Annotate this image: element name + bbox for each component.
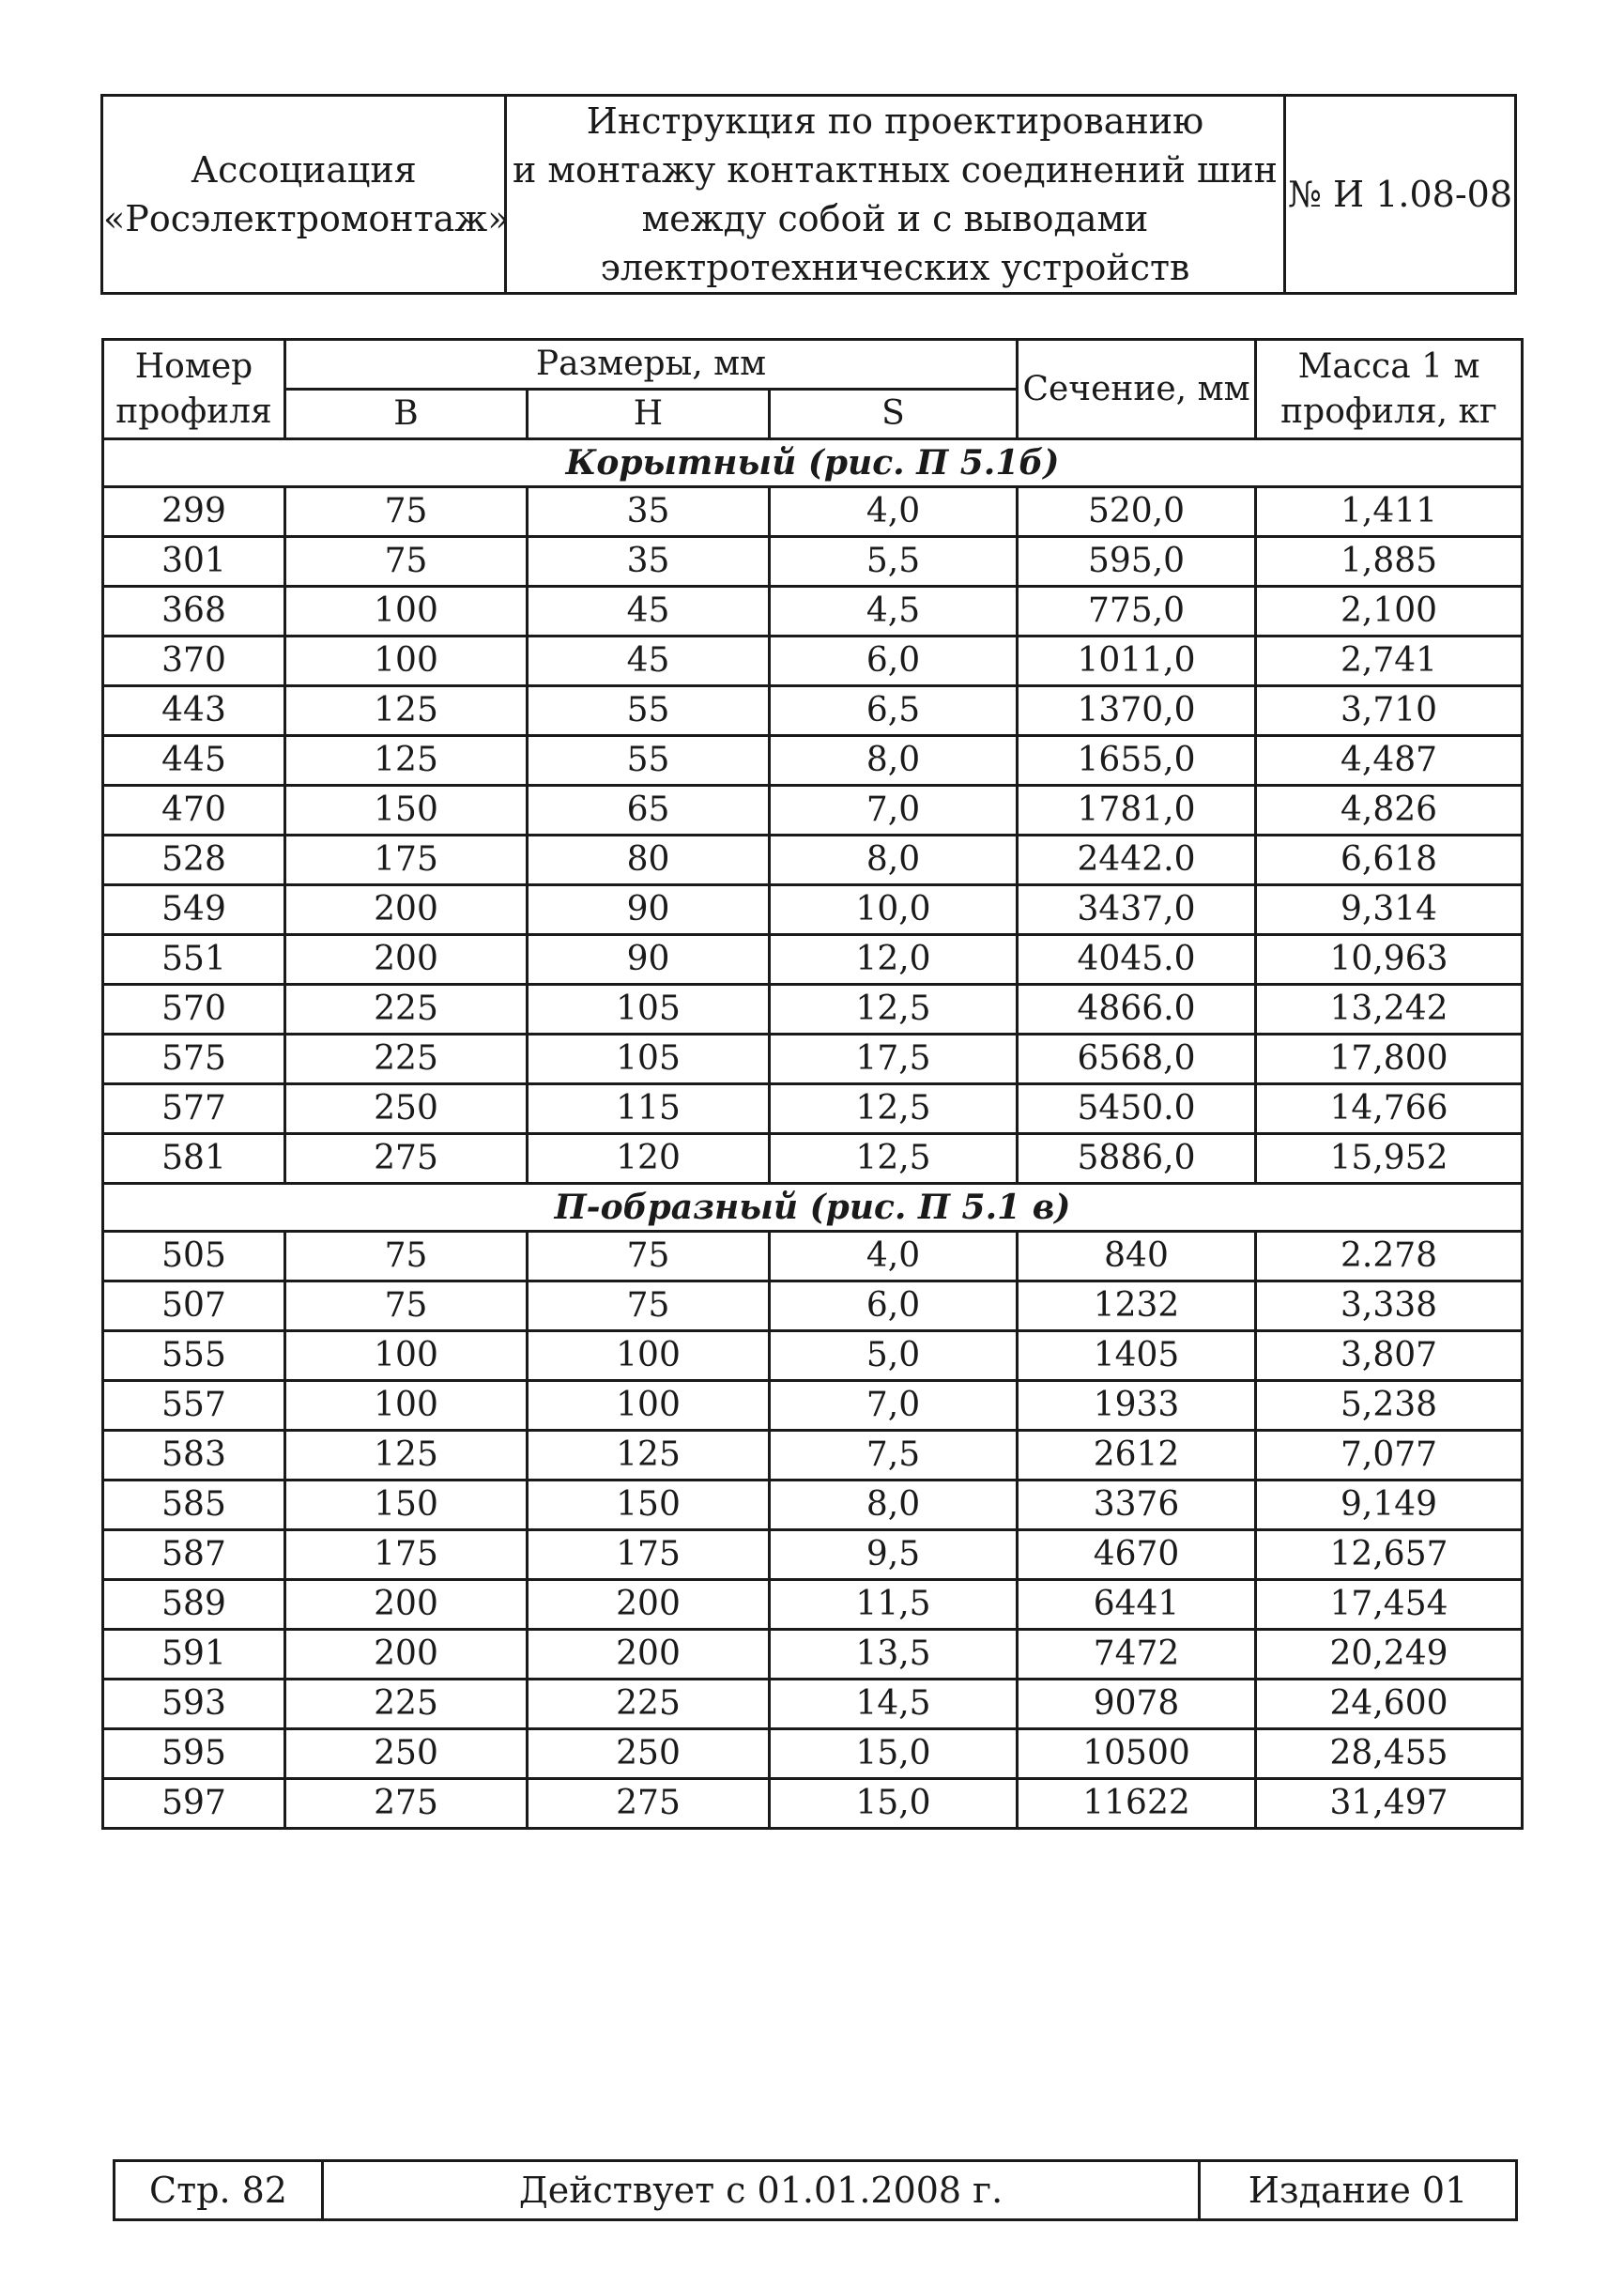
cell-b: 275 xyxy=(285,1779,528,1829)
cell-profile-number: 570 xyxy=(103,985,285,1035)
cell-section: 2612 xyxy=(1018,1431,1256,1481)
cell-s: 14,5 xyxy=(770,1680,1018,1729)
col-header-h: H xyxy=(528,390,770,439)
cell-profile-number: 528 xyxy=(103,836,285,885)
cell-b: 200 xyxy=(285,1630,528,1680)
cell-b: 75 xyxy=(285,1281,528,1331)
cell-mass: 20,249 xyxy=(1256,1630,1523,1680)
cell-section: 5886,0 xyxy=(1018,1134,1256,1184)
cell-s: 8,0 xyxy=(770,836,1018,885)
cell-profile-number: 583 xyxy=(103,1431,285,1481)
page-number: Стр. 82 xyxy=(115,2161,323,2220)
cell-profile-number: 555 xyxy=(103,1331,285,1381)
table-row xyxy=(103,1630,1523,1680)
cell-s: 17,5 xyxy=(770,1035,1018,1084)
cell-mass: 4,487 xyxy=(1256,736,1523,786)
cell-h: 35 xyxy=(528,537,770,587)
cell-mass: 4,826 xyxy=(1256,786,1523,836)
cell-mass: 1,411 xyxy=(1256,487,1523,537)
cell-b: 75 xyxy=(285,487,528,537)
cell-section: 4045.0 xyxy=(1018,935,1256,985)
cell-profile-number: 595 xyxy=(103,1729,285,1779)
table-row xyxy=(103,1779,1523,1829)
cell-s: 15,0 xyxy=(770,1779,1018,1829)
cell-section: 1933 xyxy=(1018,1381,1256,1431)
cell-b: 100 xyxy=(285,1381,528,1431)
cell-section: 1781,0 xyxy=(1018,786,1256,836)
cell-h: 35 xyxy=(528,487,770,537)
cell-h: 100 xyxy=(528,1381,770,1431)
cell-section: 5450.0 xyxy=(1018,1084,1256,1134)
table-row xyxy=(103,836,1523,885)
cell-b: 75 xyxy=(285,1232,528,1281)
cell-profile-number: 470 xyxy=(103,786,285,836)
cell-h: 150 xyxy=(528,1481,770,1530)
cell-b: 175 xyxy=(285,1530,528,1580)
section-title: Корытный (рис. П 5.1б) xyxy=(103,439,1523,487)
table-row xyxy=(103,1729,1523,1779)
cell-section: 4670 xyxy=(1018,1530,1256,1580)
cell-b: 125 xyxy=(285,736,528,786)
document-footer xyxy=(113,2159,1518,2221)
cell-h: 275 xyxy=(528,1779,770,1829)
cell-profile-number: 587 xyxy=(103,1530,285,1580)
cell-mass: 10,963 xyxy=(1256,935,1523,985)
cell-profile-number: 301 xyxy=(103,537,285,587)
cell-h: 120 xyxy=(528,1134,770,1184)
cell-profile-number: 581 xyxy=(103,1134,285,1184)
cell-section: 520,0 xyxy=(1018,487,1256,537)
cell-s: 4,0 xyxy=(770,1232,1018,1281)
cell-h: 100 xyxy=(528,1331,770,1381)
table-row xyxy=(103,885,1523,935)
table-row xyxy=(103,1530,1523,1580)
cell-mass: 24,600 xyxy=(1256,1680,1523,1729)
cell-mass: 2,100 xyxy=(1256,587,1523,637)
cell-b: 225 xyxy=(285,985,528,1035)
cell-profile-number: 368 xyxy=(103,587,285,637)
cell-h: 175 xyxy=(528,1530,770,1580)
cell-mass: 7,077 xyxy=(1256,1431,1523,1481)
cell-b: 250 xyxy=(285,1084,528,1134)
cell-s: 7,0 xyxy=(770,1381,1018,1431)
cell-profile-number: 299 xyxy=(103,487,285,537)
table-row xyxy=(103,686,1523,736)
col-header-b: B xyxy=(285,390,528,439)
col-header-sizes: Размеры, мм xyxy=(285,340,1018,390)
table-row xyxy=(103,1281,1523,1331)
cell-profile-number: 577 xyxy=(103,1084,285,1134)
cell-profile-number: 593 xyxy=(103,1680,285,1729)
cell-h: 45 xyxy=(528,587,770,637)
cell-section: 775,0 xyxy=(1018,587,1256,637)
document-title-cell xyxy=(506,96,1285,294)
cell-profile-number: 443 xyxy=(103,686,285,736)
cell-h: 90 xyxy=(528,935,770,985)
cell-s: 12,5 xyxy=(770,985,1018,1035)
cell-b: 100 xyxy=(285,587,528,637)
cell-profile-number: 445 xyxy=(103,736,285,786)
header-text: профиля, кг xyxy=(1280,391,1497,431)
cell-section: 6568,0 xyxy=(1018,1035,1256,1084)
cell-mass: 14,766 xyxy=(1256,1084,1523,1134)
cell-b: 250 xyxy=(285,1729,528,1779)
section-header-row xyxy=(103,439,1523,487)
cell-profile-number: 597 xyxy=(103,1779,285,1829)
cell-h: 80 xyxy=(528,836,770,885)
cell-section: 6441 xyxy=(1018,1580,1256,1630)
cell-section: 11622 xyxy=(1018,1779,1256,1829)
cell-s: 8,0 xyxy=(770,736,1018,786)
cell-section: 595,0 xyxy=(1018,537,1256,587)
cell-s: 7,0 xyxy=(770,786,1018,836)
document-title-line: Инструкция по проектированию xyxy=(586,100,1204,142)
cell-h: 55 xyxy=(528,686,770,736)
cell-section: 3437,0 xyxy=(1018,885,1256,935)
cell-b: 125 xyxy=(285,686,528,736)
cell-section: 1655,0 xyxy=(1018,736,1256,786)
cell-b: 200 xyxy=(285,1580,528,1630)
cell-mass: 28,455 xyxy=(1256,1729,1523,1779)
header-text: профиля xyxy=(115,391,272,431)
cell-h: 90 xyxy=(528,885,770,935)
cell-section: 4866.0 xyxy=(1018,985,1256,1035)
table-body xyxy=(103,439,1523,1829)
cell-section: 1405 xyxy=(1018,1331,1256,1381)
cell-s: 8,0 xyxy=(770,1481,1018,1530)
cell-section: 1011,0 xyxy=(1018,637,1256,686)
table-row xyxy=(103,1381,1523,1431)
cell-s: 12,0 xyxy=(770,935,1018,985)
table-row xyxy=(103,487,1523,537)
cell-s: 4,0 xyxy=(770,487,1018,537)
cell-h: 250 xyxy=(528,1729,770,1779)
cell-h: 200 xyxy=(528,1580,770,1630)
cell-mass: 2.278 xyxy=(1256,1232,1523,1281)
cell-profile-number: 507 xyxy=(103,1281,285,1331)
cell-profile-number: 557 xyxy=(103,1381,285,1431)
cell-mass: 31,497 xyxy=(1256,1779,1523,1829)
col-header-s: S xyxy=(770,390,1018,439)
cell-h: 125 xyxy=(528,1431,770,1481)
header-text: Масса 1 м xyxy=(1297,346,1480,386)
cell-b: 125 xyxy=(285,1431,528,1481)
cell-b: 100 xyxy=(285,1331,528,1381)
cell-section: 9078 xyxy=(1018,1680,1256,1729)
cell-mass: 9,149 xyxy=(1256,1481,1523,1530)
cell-mass: 9,314 xyxy=(1256,885,1523,935)
effective-date: Действует с 01.01.2008 г. xyxy=(323,2161,1200,2220)
cell-mass: 3,710 xyxy=(1256,686,1523,736)
cell-mass: 5,238 xyxy=(1256,1381,1523,1431)
cell-s: 4,5 xyxy=(770,587,1018,637)
cell-s: 6,0 xyxy=(770,1281,1018,1331)
cell-mass: 1,885 xyxy=(1256,537,1523,587)
cell-profile-number: 591 xyxy=(103,1630,285,1680)
table-row xyxy=(103,1580,1523,1630)
profile-table xyxy=(101,338,1524,1830)
cell-h: 105 xyxy=(528,985,770,1035)
cell-mass: 2,741 xyxy=(1256,637,1523,686)
table-row xyxy=(103,1680,1523,1729)
cell-section: 1370,0 xyxy=(1018,686,1256,736)
cell-h: 45 xyxy=(528,637,770,686)
organization-line: «Росэлектромонтаж» xyxy=(103,198,510,239)
document-title-line: электротехнических устройств xyxy=(600,247,1190,288)
cell-profile-number: 551 xyxy=(103,935,285,985)
cell-profile-number: 370 xyxy=(103,637,285,686)
table-row xyxy=(103,985,1523,1035)
cell-s: 9,5 xyxy=(770,1530,1018,1580)
cell-h: 75 xyxy=(528,1232,770,1281)
cell-s: 13,5 xyxy=(770,1630,1018,1680)
cell-s: 11,5 xyxy=(770,1580,1018,1630)
table-row xyxy=(103,537,1523,587)
cell-h: 225 xyxy=(528,1680,770,1729)
cell-section: 1232 xyxy=(1018,1281,1256,1331)
table-row xyxy=(103,1134,1523,1184)
cell-h: 115 xyxy=(528,1084,770,1134)
cell-section: 10500 xyxy=(1018,1729,1256,1779)
document-title-line: между собой и с выводами xyxy=(641,198,1149,239)
header-text: Номер xyxy=(134,346,253,386)
cell-profile-number: 585 xyxy=(103,1481,285,1530)
cell-h: 65 xyxy=(528,786,770,836)
cell-s: 7,5 xyxy=(770,1431,1018,1481)
cell-mass: 3,338 xyxy=(1256,1281,1523,1331)
col-header-mass xyxy=(1256,340,1523,439)
cell-s: 10,0 xyxy=(770,885,1018,935)
cell-mass: 17,800 xyxy=(1256,1035,1523,1084)
cell-s: 12,5 xyxy=(770,1134,1018,1184)
cell-profile-number: 549 xyxy=(103,885,285,935)
cell-mass: 15,952 xyxy=(1256,1134,1523,1184)
table-row xyxy=(103,736,1523,786)
table-row xyxy=(103,935,1523,985)
document-header xyxy=(100,94,1517,295)
col-header-profile xyxy=(103,340,285,439)
cell-profile-number: 505 xyxy=(103,1232,285,1281)
table-row xyxy=(103,1431,1523,1481)
cell-b: 225 xyxy=(285,1035,528,1084)
table-row xyxy=(103,1035,1523,1084)
cell-mass: 12,657 xyxy=(1256,1530,1523,1580)
table-row xyxy=(103,1232,1523,1281)
cell-s: 6,5 xyxy=(770,686,1018,736)
cell-mass: 6,618 xyxy=(1256,836,1523,885)
cell-mass: 17,454 xyxy=(1256,1580,1523,1630)
document-title-line: и монтажу контактных соединений шин xyxy=(513,149,1278,191)
cell-s: 5,5 xyxy=(770,537,1018,587)
cell-profile-number: 589 xyxy=(103,1580,285,1630)
organization-line: Ассоциация xyxy=(191,149,417,191)
cell-b: 200 xyxy=(285,935,528,985)
cell-profile-number: 575 xyxy=(103,1035,285,1084)
table-row xyxy=(103,786,1523,836)
cell-b: 150 xyxy=(285,1481,528,1530)
cell-b: 100 xyxy=(285,637,528,686)
cell-section: 7472 xyxy=(1018,1630,1256,1680)
cell-b: 275 xyxy=(285,1134,528,1184)
cell-s: 6,0 xyxy=(770,637,1018,686)
cell-s: 5,0 xyxy=(770,1331,1018,1381)
section-header-row xyxy=(103,1184,1523,1232)
table-row xyxy=(103,587,1523,637)
section-title: П-образный (рис. П 5.1 в) xyxy=(103,1184,1523,1232)
cell-b: 175 xyxy=(285,836,528,885)
cell-section: 840 xyxy=(1018,1232,1256,1281)
cell-section: 2442.0 xyxy=(1018,836,1256,885)
table-row xyxy=(103,1481,1523,1530)
cell-h: 55 xyxy=(528,736,770,786)
cell-h: 75 xyxy=(528,1281,770,1331)
cell-h: 200 xyxy=(528,1630,770,1680)
cell-b: 200 xyxy=(285,885,528,935)
table-row xyxy=(103,1084,1523,1134)
edition: Издание 01 xyxy=(1200,2161,1517,2220)
cell-mass: 3,807 xyxy=(1256,1331,1523,1381)
table-row xyxy=(103,637,1523,686)
cell-s: 12,5 xyxy=(770,1084,1018,1134)
document-number: № И 1.08-08 xyxy=(1285,96,1516,294)
table-row xyxy=(103,1331,1523,1381)
col-header-section: Сечение, мм xyxy=(1018,340,1256,439)
cell-b: 75 xyxy=(285,537,528,587)
cell-section: 3376 xyxy=(1018,1481,1256,1530)
cell-mass: 13,242 xyxy=(1256,985,1523,1035)
organization-cell xyxy=(102,96,510,294)
cell-b: 225 xyxy=(285,1680,528,1729)
cell-s: 15,0 xyxy=(770,1729,1018,1779)
cell-b: 150 xyxy=(285,786,528,836)
cell-h: 105 xyxy=(528,1035,770,1084)
